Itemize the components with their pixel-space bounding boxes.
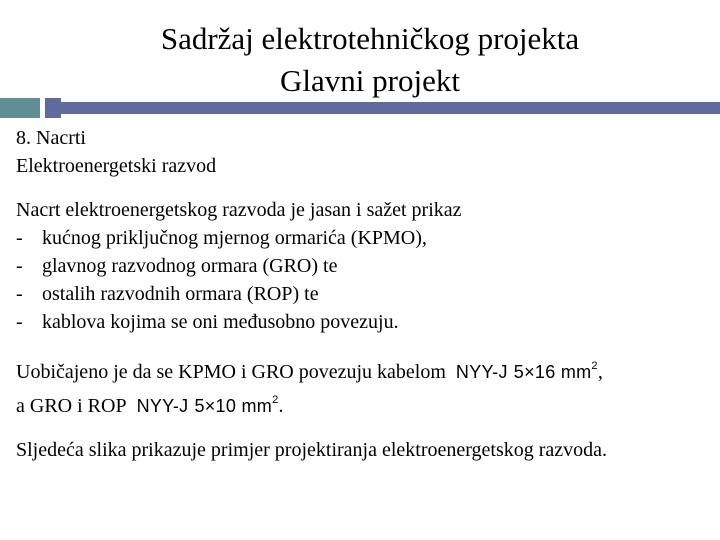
cable-sentence-line-2 <box>16 386 716 420</box>
list-item <box>16 280 716 308</box>
cable-sentence-line-1 <box>16 352 716 386</box>
list-item-text: kablova kojima se oni međusobno povezuju. <box>42 311 399 333</box>
slide-title-line-1: Sadržaj elektrotehničkog projekta <box>160 21 580 56</box>
list-item <box>16 308 716 336</box>
list-item-text: ostalih razvodnih ormara (ROP) te <box>42 283 319 305</box>
bullet-dash: - <box>16 311 23 333</box>
cable-spec-kpmo-gro <box>456 362 598 382</box>
closing-text: Sljedeća slika prikazuje primjer projektiranja elektroenergetskog razvoda. <box>16 439 608 461</box>
cable-sentence-text-2: a GRO i ROP <box>16 395 127 417</box>
cable-sentence-end-1: , <box>597 361 603 383</box>
slide-title-line-2: Glavni projekt <box>280 63 460 98</box>
bullet-dash: - <box>16 283 23 305</box>
intro-text: Nacrt elektroenergetskog razvoda je jasan i sažet prikaz <box>16 199 462 221</box>
list-item-text: kućnog priključnog mjernog ormarića (KPMO), <box>42 227 427 249</box>
divider-teal-block <box>0 98 40 118</box>
list-item <box>16 224 716 252</box>
cable-size: 5×16 mm <box>513 362 592 382</box>
section-subheading: Elektroenergetski razvod <box>16 155 217 177</box>
list-item-text: glavnog razvodnog ormara (GRO) te <box>42 255 338 277</box>
list-item <box>16 252 716 280</box>
cable-exponent: 2 <box>272 394 279 406</box>
bullet-dash: - <box>16 255 23 277</box>
cable-type: NYY-J <box>136 396 189 416</box>
cable-sentence-text-1: Uobičajeno je da se KPMO i GRO povezuju kabelom <box>16 361 446 383</box>
divider-blue-block <box>45 98 61 118</box>
cable-size: 5×10 mm <box>194 396 273 416</box>
section-number-heading: 8. Nacrti <box>16 127 86 149</box>
cable-type: NYY-J <box>455 362 508 382</box>
slide-body <box>16 124 716 464</box>
cable-exponent: 2 <box>591 360 598 372</box>
title-divider <box>0 98 720 118</box>
bullet-dash: - <box>16 227 23 249</box>
divider-line <box>61 102 720 114</box>
slide-title <box>0 18 720 102</box>
cable-sentence-end-2: . <box>278 395 284 417</box>
cable-spec-gro-rop <box>137 396 279 416</box>
